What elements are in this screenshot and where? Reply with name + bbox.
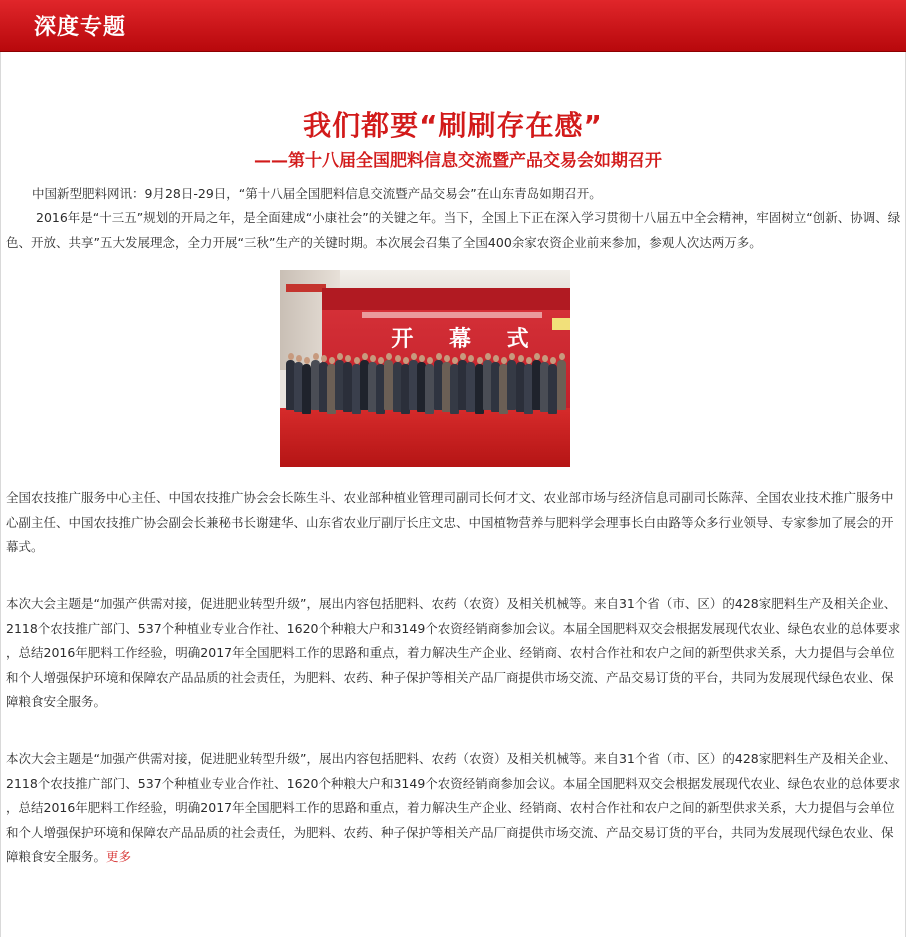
photo-red-carpet: [280, 408, 570, 467]
article-paragraph: 本次大会主题是“加强产供需对接，促进肥业转型升级”，展出内容包括肥料、农药（农资）及相关机械等。来自31个省（市、区）的428家肥料生产及相关企业、2118个农技推广部门、537个种植业专业合作社、1620个种粮大户和3149个农资经销商参加会议。本届全国肥料双交会根据发展现代农业、绿色农业的总体要求 ，总结2016年肥料工作经验，明确2017年全国肥料工作的思路和重点，着力解决生产企业、经销商、农村合作社和农户之间的新型供求关系，大力提倡与会单位和个人增强保护环境和保障农产品品质的社会责任，为肥料、农药、种子保护等相关产品厂商提供市场交流、产品交易订货的平台，共同为发展现代绿色农业、保障粮食安全服务。: [6, 596, 901, 709]
article-paragraph: 2016年是“十三五”规划的开局之年，是全面建成“小康社会”的关键之年。当下，全国上下正在深入学习贯彻十八届五中全会精神，牢固树立“创新、协调、绿色、开放、共享”五大发展理念，全力开展“三秋”生产的关键时期。本次展会召集了全国400余家农资企业前来参加，参观人次达两万多。: [6, 210, 901, 250]
article-headline: 我们都要“刷刷存在感”: [303, 109, 603, 142]
photo-banner-text: 开 幕 式: [391, 326, 543, 352]
article-paragraph-last: [6, 747, 904, 870]
more-link[interactable]: 更多: [106, 849, 132, 864]
article-subheadline: ——第十八届全国肥料信息交流暨产品交易会如期召开: [254, 151, 662, 171]
section-header: [0, 0, 906, 52]
article-paragraph: 中国新型肥料网讯：9月28日-29日，“第十八届全国肥料信息交流暨产品交易会”在山东青岛如期召开。: [32, 186, 602, 201]
opening-ceremony-photo: [280, 270, 570, 467]
section-title: 深度专题: [34, 15, 127, 40]
banner-logo-icon: [552, 318, 570, 330]
article-paragraph-text: 本次大会主题是“加强产供需对接，促进肥业转型升级”，展出内容包括肥料、农药（农资）及相关机械等。来自31个省（市、区）的428家肥料生产及相关企业、2118个农技推广部门、537个种植业专业合作社、1620个种粮大户和3149个农资经销商参加会议。本届全国肥料双交会根据发展现代农业、绿色农业的总体要求 ，总结2016年肥料工作经验，明确2017年全国肥料工作的思路和重点，着力解决生产企业、经销商、农村合作社和农户之间的新型供求关系，大力提倡与会单位和个人增强保护环境和保障农产品品质的社会责任，为肥料、农药、种子保护等相关产品厂商提供市场交流、产品交易订货的平台，共同为发展现代绿色农业、保障粮食安全服务。: [6, 751, 901, 864]
article-paragraph: 全国农技推广服务中心主任、中国农技推广协会会长陈生斗、农业部种植业管理司副司长何才文、农业部市场与经济信息司副司长陈萍、全国农业技术推广服务中心副主任、中国农技推广协会副会长兼秘书长谢建华、山东省农业厅副厅长庄文忠、中国植物营养与肥料学会理事长白由路等众多行业领导、专家参加了展会的开幕式。: [6, 490, 894, 554]
photo-attendee: [557, 360, 566, 410]
